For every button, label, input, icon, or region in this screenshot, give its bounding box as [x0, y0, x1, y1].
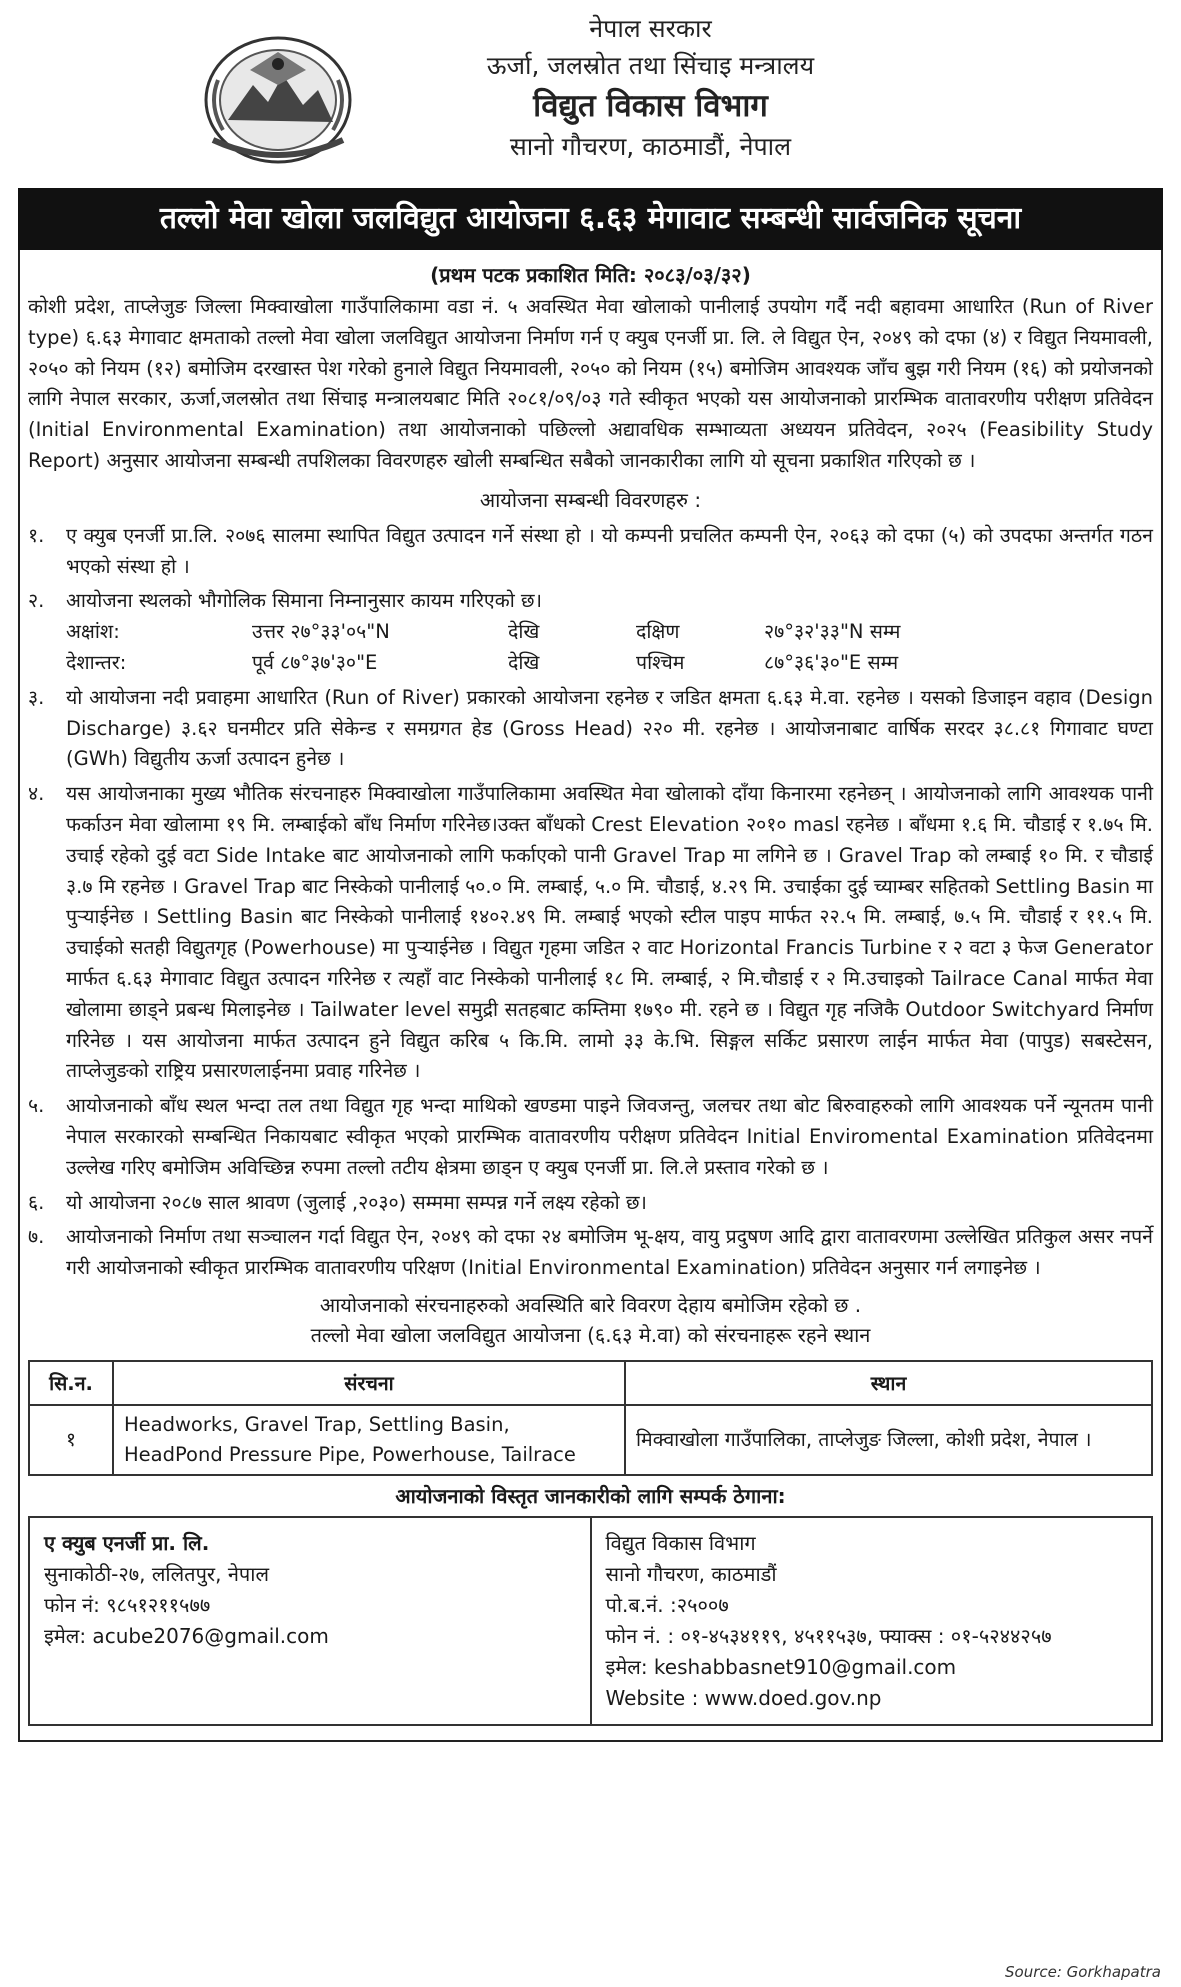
coord-to: २७°३२'३३"N सम्म [764, 620, 901, 644]
list-item [28, 779, 1153, 1087]
item-text: यस आयोजनाका मुख्य भौतिक संरचनाहरु मिक्वाखोला गाउँपालिकामा अवस्थित मेवा खोलाको दाँया किनारमा रहनेछन् । आयोजनाको लागि आवश्यक पानी फर्काउन मेवा खोलामा १९ मि. लम्बाईको बाँध निर्माण गरिनेछ।उक्त बाँधको Crest Elevation २०१० masl रहनेछ । बाँधमा १.६ मि. चौडाई र १.७५ मि. उचाई रहेको दुई वटा Side Intake बाट आयोजनाको लागि फर्काएको पानी Gravel Trap मा लगिने छ । Gravel Trap को लम्बाई १० मि. र चौडाई ३.७ मि रहनेछ । Gravel Trap बाट निस्केको पानीलाई ५०.० मि. लम्बाई, ५.० मि. चौडाई, ४.२९ मि. उचाईका दुई च्याम्बर सहितको Settling Basin मा पुऱ्याईनेछ । Settling Basin बाट निस्केको पानीलाई १४०२.४९ मि. लम्बाई भएको स्टील पाइप मार्फत २२.५ मि. लम्बाई, ७.५ मि. चौडाई र ११.५ मि. उचाईको सतही विद्युतगृह (Powerhouse) मा पुऱ्याईनेछ । विद्युत गृहमा जडित २ वाट Horizontal Francis Turbine र २ वटा ३ फेज Generator मार्फत ६.६३ मेगावाट विद्युत उत्पादन गरिनेछ र त्यहाँ वाट निस्केको पानीलाई १८ मि. लम्बाई, २ मि.चौडाई र २ मि.उचाइको Tailrace Canal मार्फत मेवा खोलामा छाड्ने प्रबन्ध मिलाइनेछ । Tailwater level समुद्री सतहबाट कम्तिमा १७९० मी. रहने छ । विद्युत गृह नजिकै Outdoor Switchyard निर्माण गरिनेछ । यस आयोजना मार्फत उत्पादन हुने विद्युत करिब ५ कि.मि. लामो ३३ के.भि. सिङ्गल सर्किट प्रसारण लाईन मार्फत मेवा (पापुड) सबस्टेसन, ताप्लेजुङको राष्ट्रिय प्रसारणलाईनमा प्रवाह गरिनेछ । [66, 782, 1153, 1083]
notice-body [18, 250, 1163, 1742]
header-address: सानो गौचरण, काठमाडौं, नेपाल [509, 132, 792, 161]
department-email[interactable]: इमेल: keshabbasnet910@gmail.com [605, 1654, 957, 1679]
company-address: सुनाकोठी-२७, ललितपुर, नेपाल [44, 1561, 270, 1586]
item-text: आयोजनाको निर्माण तथा सञ्चालन गर्दा विद्युत ऐन, २०४९ को दफा २४ बमोजिम भू-क्षय, वायु प्रदुषण आदि द्वारा वातावरणमा उल्लेखित प्रतिकुल असर नपर्ने गरी आयोजनाको स्वीकृत प्रारम्भिक वातावरणीय परिक्षण (Initial Environmental Examination) प्रतिवेदन अनुसार गर्न लगाइनेछ । [66, 1225, 1153, 1280]
coord-direction: दक्षिण [636, 620, 680, 644]
longitude-row [66, 648, 1153, 679]
department-name: विद्युत विकास विभाग [605, 1530, 756, 1555]
publication-date: (प्रथम पटक प्रकाशित मिति: २०८३/०३/३२) [430, 263, 751, 287]
list-item [28, 521, 1153, 583]
header-location: स्थान [625, 1361, 1152, 1405]
list-item [28, 1188, 1153, 1219]
department-phone: फोन नं. : ०१-४५३४११९, ४५११५३७, फ्याक्स : ०१-५२४४२५७ [605, 1623, 1052, 1648]
item-number: ५. [28, 1094, 45, 1118]
coord-dekhi: देखि [508, 620, 540, 644]
notice-title: तल्लो मेवा खोला जलविद्युत आयोजना ६.६३ मेगावाट सम्बन्धी सार्वजनिक सूचना [18, 188, 1163, 250]
item-text: आयोजनाको बाँध स्थल भन्दा तल तथा विद्युत गृह भन्दा माथिको खण्डमा पाइने जिवजन्तु, जलचर तथा बोट बिरुवाहरुको लागि आवश्यक पर्ने न्यूनतम पानी नेपाल सरकारको सम्बन्धित निकायबाट स्वीकृत भएको प्रारम्भिक वातावरणीय परीक्षण प्रतिवेदन Initial Enviromental Examination प्रतिवेदनमा उल्लेख गरिए बमोजिम अविच्छिन्न रुपमा तल्लो तटीय क्षेत्रमा छाड्न ए क्युब एनर्जी प्रा. लि.ले प्रस्ताव गरेको छ । [66, 1094, 1153, 1179]
cell-location: मिक्वाखोला गाउँपालिका, ताप्लेजुङ जिल्ला, कोशी प्रदेश, नेपाल । [625, 1405, 1152, 1475]
header-department: विद्युत विकास विभाग [533, 88, 768, 124]
list-item [28, 683, 1153, 775]
coord-from: पूर्व ८७°३७'३०"E [252, 650, 378, 674]
contact-heading: आयोजनाको विस्तृत जानकारीको लागि सम्पर्क ठेगाना: [395, 1483, 786, 1508]
header-ministry: ऊर्जा, जलस्रोत तथा सिंचाइ मन्त्रालय [486, 51, 815, 80]
coord-to: ८७°३६'३०"E सम्म [764, 650, 899, 674]
cell-sn: १ [29, 1405, 113, 1475]
item-number: २. [28, 589, 45, 613]
table-header-row [29, 1361, 1152, 1405]
list-item [28, 1222, 1153, 1284]
notice-page [18, 10, 1163, 1742]
intro-paragraph: कोशी प्रदेश, ताप्लेजुङ जिल्ला मिक्वाखोला गाउँपालिकामा वडा नं. ५ अवस्थित मेवा खोलाको पानीलाई उपयोग गर्दै नदी बहावमा आधारित (Run of River type) ६.६३ मेगावाट क्षमताको तल्लो मेवा खोला जलविद्युत आयोजना निर्माण गर्न ए क्युब एनर्जी प्रा. लि. ले विद्युत ऐन, २०४९ को दफा (४) र विद्युत नियमावली, २०५० को नियम (१२) बमोजिम दरखास्त पेश गरेको हुनाले विद्युत नियमावली, २०५० को नियम (१५) बमोजिम आवश्यक जाँच बुझ गरी नियम (१६) को प्रयोजनको लागि नेपाल सरकार, ऊर्जा,जलस्रोत तथा सिंचाइ मन्त्रालयबाट मिति २०८१/०९/०३ गते स्वीकृत भएको यस आयोजनाको प्रारम्भिक वातावरणीय परीक्षण प्रतिवेदन (Initial Environmental Examination) तथा आयोजनाको पछिल्लो अद्यावधिक सम्भाव्यता अध्ययन प्रतिवेदन, २०२५ (Feasibility Study Report) अनुसार आयोजना सम्बन्धी तपशिलका विवरणहरु खोली सम्बन्धित सबैको जानकारीका लागि यो सूचना प्रकाशित गरिएको छ । [28, 295, 1153, 472]
company-phone: फोन नं: ९८५१२११५७७ [44, 1592, 211, 1617]
list-item [28, 1091, 1153, 1183]
nepal-government-emblem [188, 30, 368, 170]
coord-dekhi: देखि [508, 650, 540, 674]
coord-label: देशान्तर: [66, 650, 127, 674]
item-text: आयोजना स्थलको भौगोलिक सिमाना निम्नानुसार कायम गरिएको छ। [66, 589, 542, 613]
item-number: ४. [28, 782, 45, 806]
item-number: १. [28, 523, 45, 547]
item-number: ६. [28, 1190, 45, 1214]
details-heading: आयोजना सम्बन्धी विवरणहरु : [479, 487, 702, 512]
coord-label: अक्षांश: [66, 620, 120, 644]
structures-table [28, 1360, 1153, 1476]
coord-direction: पश्चिम [636, 650, 685, 674]
department-website[interactable]: Website : www.doed.gov.np [605, 1685, 882, 1710]
department-address: सानो गौचरण, काठमाडौं [605, 1561, 777, 1586]
item-text: यो आयोजना नदी प्रवाहमा आधारित (Run of River) प्रकारको आयोजना रहनेछ र जडित क्षमता ६.६३ मे.वा. रहनेछ । यसको डिजाइन वहाव (Design Discharge) ३.६२ घनमीटर प्रति सेकेन्ड र समग्रगत हेड (Gross Head) २२० मी. रहनेछ । आयोजनाबाट वार्षिक सरदर ३८.८१ गिगावाट घण्टा (GWh) विद्युतीय ऊर्जा उत्पादन हुनेछ । [66, 685, 1153, 771]
latitude-row [66, 617, 1153, 648]
cell-structure: Headworks, Gravel Trap, Settling Basin, HeadPond Pressure Pipe, Powerhouse, Tailrace [113, 1405, 625, 1475]
list-item [28, 586, 1153, 617]
structures-subtitle: तल्लो मेवा खोला जलविद्युत आयोजना (६.६३ मे.वा) को संरचनाहरू रहने स्थान [310, 1322, 871, 1347]
contacts [28, 1516, 1153, 1726]
header-government: नेपाल सरकार [589, 14, 712, 43]
company-name: ए क्युब एनर्जी प्रा. लि. [44, 1530, 210, 1555]
contact-department [590, 1518, 1152, 1724]
contact-company [30, 1518, 590, 1724]
header [18, 10, 1163, 180]
source-credit: Source: Gorkhapatra [1005, 1963, 1161, 1981]
item-number: ३. [28, 685, 45, 709]
coordinates-table [66, 617, 1153, 679]
header-sn: सि.न. [29, 1361, 113, 1405]
company-email[interactable]: इमेल: acube2076@gmail.com [44, 1623, 329, 1648]
department-pobox: पो.ब.नं. :२५००७ [605, 1592, 729, 1617]
item-number: ७. [28, 1225, 45, 1249]
coord-from: उत्तर २७°३३'०५"N [252, 620, 390, 644]
table-row [29, 1405, 1152, 1475]
structures-note: आयोजनाको संरचनाहरुको अवस्थिति बारे विवरण देहाय बमोजिम रहेको छ . [319, 1292, 862, 1317]
item-text: ए क्युब एनर्जी प्रा.लि. २०७६ सालमा स्थापित विद्युत उत्पादन गर्ने संस्था हो । यो कम्पनी प्रचलित कम्पनी ऐन, २०६३ को दफा (५) को उपदफा अन्तर्गत गठन भएको संस्था हो । [66, 523, 1153, 578]
item-text: यो आयोजना २०८७ साल श्रावण (जुलाई ,२०३०) सम्ममा सम्पन्न गर्ने लक्ष्य रहेको छ। [66, 1190, 647, 1214]
header-structure: संरचना [113, 1361, 625, 1405]
